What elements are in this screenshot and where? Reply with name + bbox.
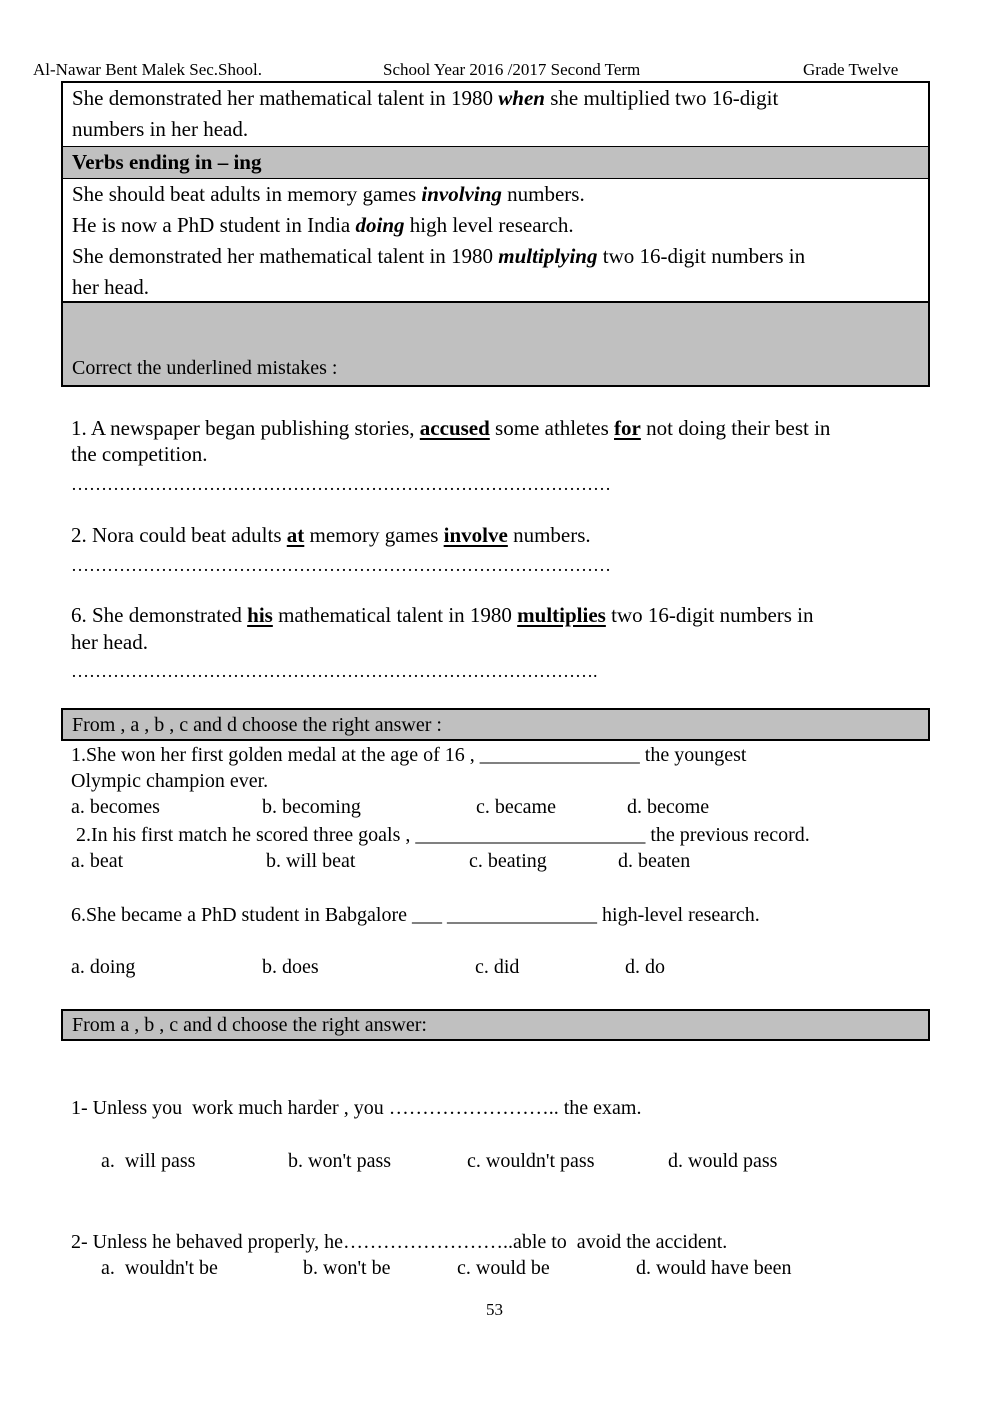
text: two 16-digit numbers in bbox=[597, 244, 806, 268]
answer-dotted-line: ……………………………………………………………………………… bbox=[71, 474, 611, 494]
option-b: b. won't be bbox=[303, 1257, 391, 1279]
ing-example-1 bbox=[72, 179, 585, 210]
option-b: b. becoming bbox=[262, 796, 361, 818]
underlined-mistake: multiplies bbox=[517, 603, 606, 627]
school-name: Al-Nawar Bent Malek Sec.Shool. bbox=[33, 60, 262, 79]
option-c: c. did bbox=[475, 956, 520, 978]
answer-dotted-line: ……………………………………………………………………………. bbox=[71, 661, 598, 681]
when-sentence-line2: numbers in her head. bbox=[72, 117, 249, 141]
grammar-table bbox=[61, 81, 930, 387]
when-sentence-line1 bbox=[72, 83, 778, 114]
option-c: c. beating bbox=[469, 850, 547, 872]
grade-label: Grade Twelve bbox=[803, 60, 899, 79]
text: not doing their best in bbox=[640, 416, 831, 440]
page-number: 53 bbox=[486, 1300, 503, 1319]
correct-q6-line1 bbox=[71, 602, 814, 628]
option-b: b. won't pass bbox=[288, 1150, 392, 1172]
text: numbers. bbox=[507, 523, 591, 547]
mcq2-heading-box bbox=[61, 1009, 930, 1041]
option-c: c. wouldn't pass bbox=[467, 1150, 595, 1172]
mcq1-q1-line2: Olympic champion ever. bbox=[71, 770, 269, 792]
correct-q1-line1 bbox=[71, 415, 830, 441]
correct-heading-row bbox=[63, 303, 928, 385]
text: 1. A newspaper began publishing stories, bbox=[71, 416, 420, 440]
mcq1-q1-line1: 1.She won her first golden medal at the age of 16 , ________________ the youngest bbox=[71, 744, 747, 766]
text: 6. She demonstrated bbox=[71, 603, 248, 627]
option-b: b. will beat bbox=[266, 850, 356, 872]
text: He is now a PhD student in India bbox=[72, 213, 356, 237]
underlined-mistake: for bbox=[614, 416, 641, 440]
option-d: d. would have been bbox=[636, 1257, 792, 1279]
option-d: d. do bbox=[625, 956, 665, 978]
text: high level research. bbox=[404, 213, 574, 237]
text: mathematical talent in 1980 bbox=[272, 603, 518, 627]
highlight-word: doing bbox=[355, 213, 405, 237]
mcq2-q1-line: 1- Unless you work much harder , you …………………….. the exam. bbox=[71, 1097, 642, 1119]
ing-example-3 bbox=[72, 241, 805, 272]
highlight-word: involving bbox=[421, 182, 502, 206]
option-a: a. beat bbox=[71, 850, 124, 872]
text: memory games bbox=[304, 523, 444, 547]
answer-dotted-line: ……………………………………………………………………………… bbox=[71, 555, 611, 575]
mcq1-heading-box bbox=[61, 708, 930, 741]
highlight-word: multiplying bbox=[498, 244, 598, 268]
option-a: a. will pass bbox=[101, 1150, 196, 1172]
mcq1-q6-line: 6.She became a PhD student in Babgalore ___ _______________ high-level research. bbox=[71, 904, 760, 926]
mcq1-heading: From , a , b , c and d choose the right answer : bbox=[72, 714, 442, 736]
correct-heading: Correct the underlined mistakes : bbox=[72, 357, 338, 379]
text: She demonstrated her mathematical talent in 1980 bbox=[72, 86, 499, 110]
verbs-heading: Verbs ending in – ing bbox=[72, 150, 262, 174]
underlined-mistake: at bbox=[286, 523, 305, 547]
ing-examples-row bbox=[63, 179, 928, 303]
text: She should beat adults in memory games bbox=[72, 182, 422, 206]
option-b: b. does bbox=[262, 956, 319, 978]
underlined-mistake: accused bbox=[419, 416, 490, 440]
correct-q2-line bbox=[71, 522, 591, 548]
correct-q1-line2: the competition. bbox=[71, 442, 208, 466]
when-row bbox=[63, 83, 928, 147]
option-c: c. became bbox=[476, 796, 556, 818]
text: two 16-digit numbers in bbox=[605, 603, 814, 627]
underlined-mistake: his bbox=[247, 603, 273, 627]
option-d: d. become bbox=[627, 796, 710, 818]
mcq2-heading: From a , b , c and d choose the right answer: bbox=[72, 1014, 427, 1036]
option-d: d. beaten bbox=[618, 850, 691, 872]
option-a: a. wouldn't be bbox=[101, 1257, 218, 1279]
option-a: a. becomes bbox=[71, 796, 160, 818]
mcq1-q2-line: 2.In his first match he scored three goals , _______________________ the previous record. bbox=[71, 824, 810, 846]
underlined-mistake: involve bbox=[443, 523, 508, 547]
ing-example-4: her head. bbox=[72, 275, 149, 299]
highlight-word: when bbox=[498, 86, 545, 110]
text: she multiplied two 16-digit bbox=[544, 86, 779, 110]
correct-q6-line2: her head. bbox=[71, 630, 148, 654]
ing-example-2 bbox=[72, 210, 574, 241]
mcq2-q2-line: 2- Unless he behaved properly, he……………………..able to avoid the accident. bbox=[71, 1231, 728, 1253]
option-a: a. doing bbox=[71, 956, 136, 978]
text: numbers. bbox=[501, 182, 585, 206]
verbs-heading-row bbox=[63, 147, 928, 179]
option-d: d. would pass bbox=[668, 1150, 778, 1172]
text: She demonstrated her mathematical talent in 1980 bbox=[72, 244, 499, 268]
school-year: School Year 2016 /2017 Second Term bbox=[383, 60, 641, 79]
text: 2. Nora could beat adults bbox=[71, 523, 287, 547]
text: some athletes bbox=[489, 416, 615, 440]
option-c: c. would be bbox=[457, 1257, 550, 1279]
